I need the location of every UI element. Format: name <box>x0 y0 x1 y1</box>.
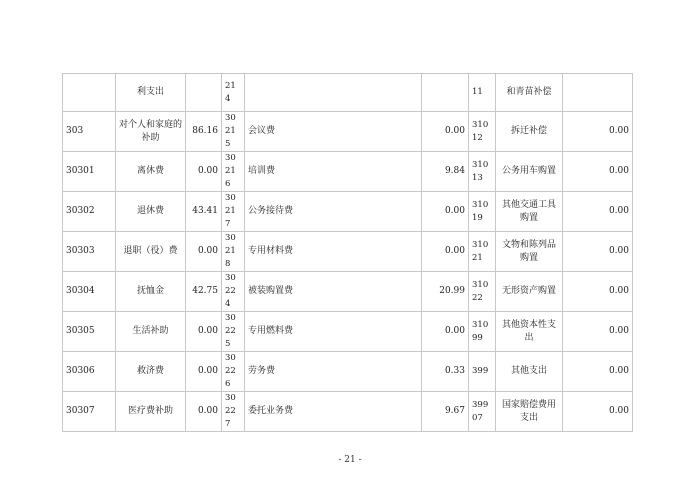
expense-name-cell: 对个人和家庭的补助 <box>116 112 186 152</box>
goods-code-cell: 214 <box>222 74 245 112</box>
capital-code-cell: 31012 <box>469 112 496 152</box>
expense-amount-cell <box>186 74 222 112</box>
expense-name-cell: 救济费 <box>116 352 186 392</box>
capital-amount-cell: 0.00 <box>563 272 633 312</box>
capital-amount-cell: 0.00 <box>563 152 633 192</box>
capital-code-cell: 399 <box>469 352 496 392</box>
expense-amount-cell: 0.00 <box>186 152 222 192</box>
capital-amount-cell: 0.00 <box>563 312 633 352</box>
page-number: - 21 - <box>338 455 362 465</box>
table-row <box>63 352 633 392</box>
goods-code-cell: 30216 <box>222 152 245 192</box>
expense-amount-cell: 0.00 <box>186 312 222 352</box>
expense-code-cell: 30301 <box>63 152 116 192</box>
expense-name-cell: 抚恤金 <box>116 272 186 312</box>
goods-name-cell: 会议费 <box>245 112 422 152</box>
goods-amount-cell: 0.33 <box>422 352 469 392</box>
table-row <box>63 152 633 192</box>
goods-amount-cell: 9.67 <box>422 392 469 432</box>
capital-amount-cell: 0.00 <box>563 232 633 272</box>
capital-name-cell: 公务用车购置 <box>496 152 563 192</box>
capital-name-cell: 其他支出 <box>496 352 563 392</box>
goods-name-cell: 委托业务费 <box>245 392 422 432</box>
expense-name-cell: 退休费 <box>116 192 186 232</box>
capital-code-cell: 31021 <box>469 232 496 272</box>
expense-amount-cell: 86.16 <box>186 112 222 152</box>
expense-code-cell: 30303 <box>63 232 116 272</box>
table-row <box>63 192 633 232</box>
table-row <box>63 112 633 152</box>
capital-name-cell: 其他资本性支出 <box>496 312 563 352</box>
capital-name-cell: 无形资产购置 <box>496 272 563 312</box>
goods-name-cell: 被装购置费 <box>245 272 422 312</box>
table-row <box>63 74 633 112</box>
goods-code-cell: 30218 <box>222 232 245 272</box>
table-row <box>63 232 633 272</box>
expense-code-cell: 30306 <box>63 352 116 392</box>
capital-name-cell: 国家赔偿费用支出 <box>496 392 563 432</box>
budget-table <box>62 73 633 432</box>
expense-code-cell: 30304 <box>63 272 116 312</box>
table-row <box>63 312 633 352</box>
capital-amount-cell: 0.00 <box>563 192 633 232</box>
goods-amount-cell <box>422 74 469 112</box>
goods-amount-cell: 0.00 <box>422 232 469 272</box>
capital-amount-cell: 0.00 <box>563 352 633 392</box>
goods-amount-cell: 0.00 <box>422 112 469 152</box>
capital-code-cell: 31019 <box>469 192 496 232</box>
goods-amount-cell: 0.00 <box>422 192 469 232</box>
expense-code-cell: 30302 <box>63 192 116 232</box>
capital-code-cell: 31099 <box>469 312 496 352</box>
capital-amount-cell: 0.00 <box>563 112 633 152</box>
expense-amount-cell: 0.00 <box>186 392 222 432</box>
expense-name-cell: 退职（役）费 <box>116 232 186 272</box>
expense-amount-cell: 42.75 <box>186 272 222 312</box>
expense-code-cell: 303 <box>63 112 116 152</box>
expense-code-cell: 30307 <box>63 392 116 432</box>
goods-amount-cell: 9.84 <box>422 152 469 192</box>
table-row <box>63 392 633 432</box>
expense-name-cell: 利支出 <box>116 74 186 112</box>
goods-code-cell: 30224 <box>222 272 245 312</box>
goods-name-cell: 公务接待费 <box>245 192 422 232</box>
expense-name-cell: 医疗费补助 <box>116 392 186 432</box>
capital-code-cell: 11 <box>469 74 496 112</box>
capital-amount-cell <box>563 74 633 112</box>
goods-code-cell: 30227 <box>222 392 245 432</box>
goods-name-cell: 专用材料费 <box>245 232 422 272</box>
goods-name-cell: 培训费 <box>245 152 422 192</box>
capital-name-cell: 拆迁补偿 <box>496 112 563 152</box>
goods-name-cell <box>245 74 422 112</box>
expense-code-cell: 30305 <box>63 312 116 352</box>
table-row <box>63 272 633 312</box>
capital-name-cell: 文物和陈列品购置 <box>496 232 563 272</box>
expense-name-cell: 离休费 <box>116 152 186 192</box>
expense-code-cell <box>63 74 116 112</box>
capital-name-cell: 其他交通工具购置 <box>496 192 563 232</box>
capital-code-cell: 31013 <box>469 152 496 192</box>
expense-name-cell: 生活补助 <box>116 312 186 352</box>
goods-amount-cell: 20.99 <box>422 272 469 312</box>
goods-amount-cell: 0.00 <box>422 312 469 352</box>
capital-name-cell: 和青苗补偿 <box>496 74 563 112</box>
expense-amount-cell: 43.41 <box>186 192 222 232</box>
goods-code-cell: 30226 <box>222 352 245 392</box>
expense-amount-cell: 0.00 <box>186 352 222 392</box>
expense-amount-cell: 0.00 <box>186 232 222 272</box>
goods-name-cell: 专用燃料费 <box>245 312 422 352</box>
capital-code-cell: 31022 <box>469 272 496 312</box>
capital-amount-cell: 0.00 <box>563 392 633 432</box>
goods-code-cell: 30217 <box>222 192 245 232</box>
goods-code-cell: 30225 <box>222 312 245 352</box>
capital-code-cell: 39907 <box>469 392 496 432</box>
goods-code-cell: 30215 <box>222 112 245 152</box>
goods-name-cell: 劳务费 <box>245 352 422 392</box>
